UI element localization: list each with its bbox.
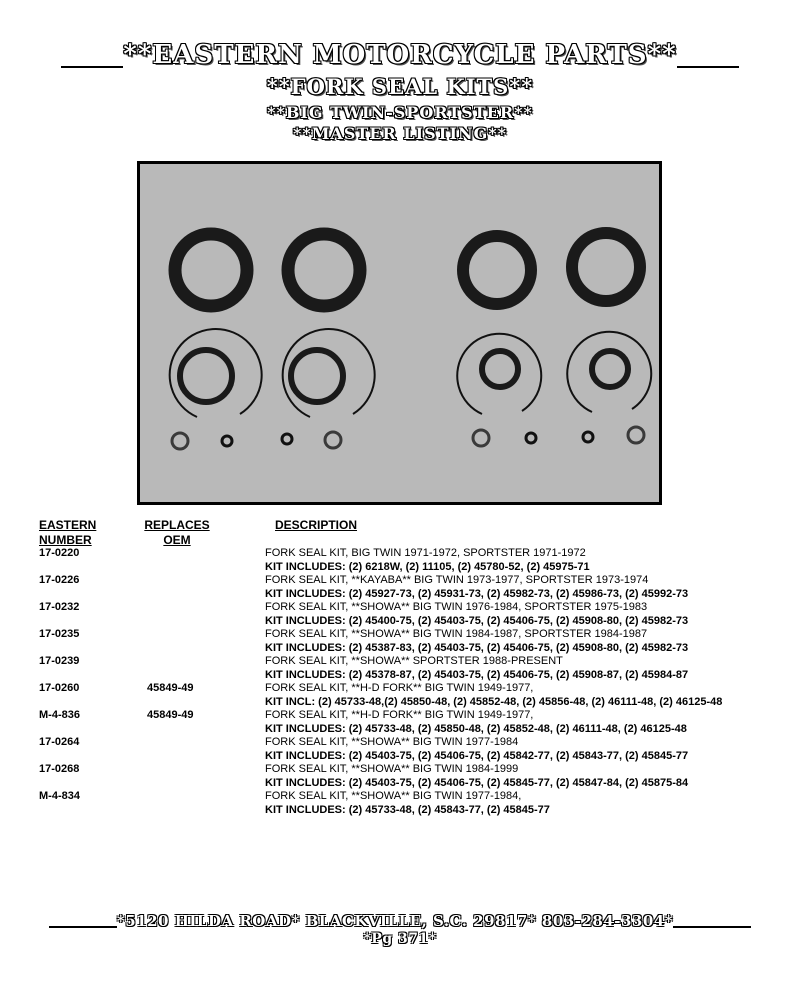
part-row <box>0 655 800 682</box>
large-seal-2 <box>288 234 360 306</box>
kit-contents: KIT INCLUDES: (2) 45387-83, (2) 45403-75, (2) 45406-75, (2) 45908-80, (2) 45982-73 <box>265 641 689 654</box>
kit-contents: KIT INCLUDES: (2) 45403-75, (2) 45406-75, (2) 45845-77, (2) 45847-84, (2) 45875-84 <box>265 776 689 789</box>
part-number: 17-0239 <box>39 655 80 667</box>
part-description: FORK SEAL KIT, **SHOWA** BIG TWIN 1984-1999 <box>265 763 519 775</box>
o-ring-small-6 <box>526 433 536 443</box>
seal-ring-2 <box>291 350 343 402</box>
catalog-title: **FORK SEAL KITS** <box>266 74 534 99</box>
kit-contents: KIT INCLUDES: (2) 45403-75, (2) 45406-75, (2) 45842-77, (2) 45843-77, (2) 45845-77 <box>265 749 689 762</box>
replaces-oem-header <box>141 518 213 548</box>
part-row <box>0 547 800 574</box>
part-row <box>0 736 800 763</box>
part-number: 17-0226 <box>39 574 80 586</box>
retaining-clip-2 <box>283 329 375 417</box>
replaces-header-line2: OEM <box>163 533 191 547</box>
oem-number: 45849-49 <box>147 709 194 721</box>
o-ring-small-4 <box>325 432 341 448</box>
part-row <box>0 601 800 628</box>
title-rule-right <box>677 66 739 68</box>
oem-number: 45849-49 <box>147 682 194 694</box>
page-number: *Pg 371* <box>363 931 437 947</box>
part-number: 17-0232 <box>39 601 80 613</box>
part-number: M-4-834 <box>39 790 80 802</box>
large-seal-3 <box>463 236 531 304</box>
company-title <box>0 40 800 70</box>
o-ring-small-7 <box>583 432 593 442</box>
parts-list <box>0 547 800 817</box>
eastern-number-header <box>39 518 96 548</box>
kit-contents: KIT INCLUDES: (2) 45733-48, (2) 45850-48, (2) 45852-48, (2) 46111-48, (2) 46125-48 <box>265 722 687 735</box>
part-row <box>0 790 800 817</box>
part-description: FORK SEAL KIT, **KAYABA** BIG TWIN 1973-1977, SPORTSTER 1973-1974 <box>265 574 649 586</box>
kit-contents: KIT INCLUDES: (2) 45400-75, (2) 45403-75, (2) 45406-75, (2) 45908-80, (2) 45982-73 <box>265 614 689 627</box>
eastern-header-line1: EASTERN <box>39 518 97 532</box>
product-photo <box>137 161 662 505</box>
part-description: FORK SEAL KIT, BIG TWIN 1971-1972, SPORTSTER 1971-1972 <box>265 547 586 559</box>
part-number: 17-0220 <box>39 547 80 559</box>
eastern-header-line2: NUMBER <box>39 533 92 547</box>
description-header: DESCRIPTION <box>275 518 358 532</box>
fork-seal-kits-illustration <box>140 164 659 502</box>
footer-rule-right <box>673 926 751 928</box>
part-number: 17-0268 <box>39 763 80 775</box>
part-number: 17-0264 <box>39 736 80 748</box>
o-ring-small-5 <box>473 430 489 446</box>
large-seal-4 <box>572 233 640 301</box>
catalog-subtitle: **BIG TWIN-SPORTSTER** <box>267 103 533 122</box>
part-description: FORK SEAL KIT, **SHOWA** BIG TWIN 1984-1987, SPORTSTER 1984-1987 <box>265 628 648 640</box>
kit-contents: KIT INCLUDES: (2) 45378-87, (2) 45403-75, (2) 45406-75, (2) 45908-87, (2) 45984-87 <box>265 668 689 681</box>
part-description: FORK SEAL KIT, **SHOWA** BIG TWIN 1977-1984, <box>265 790 522 802</box>
part-row <box>0 763 800 790</box>
catalog-listing-label: **MASTER LISTING** <box>292 124 508 143</box>
retaining-clip-4 <box>567 332 651 412</box>
kit-contents: KIT INCLUDES: (2) 45927-73, (2) 45931-73, (2) 45982-73, (2) 45986-73, (2) 45992-73 <box>265 587 689 600</box>
part-description: FORK SEAL KIT, **SHOWA** SPORTSTER 1988-PRESENT <box>265 655 563 667</box>
part-number: 17-0235 <box>39 628 80 640</box>
seal-ring-4 <box>592 351 628 387</box>
kit-contents: KIT INCLUDES: (2) 45733-48, (2) 45843-77, (2) 45845-77 <box>265 803 550 816</box>
o-ring-small-3 <box>282 434 292 444</box>
kit-contents: KIT INCL: (2) 45733-48,(2) 45850-48, (2) 45852-48, (2) 45856-48, (2) 46111-48, (2) 46125-48 <box>265 695 723 708</box>
retaining-clip-1 <box>170 329 262 417</box>
seal-ring-3 <box>482 351 518 387</box>
part-row <box>0 709 800 736</box>
part-number: 17-0260 <box>39 682 80 694</box>
kit-contents: KIT INCLUDES: (2) 6218W, (2) 11105, (2) 45780-52, (2) 45975-71 <box>265 560 590 573</box>
part-row <box>0 682 800 709</box>
footer-rule-left <box>49 926 117 928</box>
o-ring-small-2 <box>222 436 232 446</box>
part-description: FORK SEAL KIT, **SHOWA** BIG TWIN 1976-1984, SPORTSTER 1975-1983 <box>265 601 648 613</box>
o-ring-small-1 <box>172 433 188 449</box>
part-row <box>0 574 800 601</box>
footer-address: *5120 HILDA ROAD* BLACKVILLE, S.C. 29817* 803-284-3304* <box>116 912 674 930</box>
footer-address-line <box>0 912 800 930</box>
seal-ring-1 <box>180 350 232 402</box>
company-name: **EASTERN MOTORCYCLE PARTS** <box>123 40 677 70</box>
large-seal-1 <box>175 234 247 306</box>
part-description: FORK SEAL KIT, **SHOWA** BIG TWIN 1977-1984 <box>265 736 519 748</box>
replaces-header-line1: REPLACES <box>144 518 210 532</box>
part-description: FORK SEAL KIT, **H-D FORK** BIG TWIN 1949-1977, <box>265 709 534 721</box>
part-description: FORK SEAL KIT, **H-D FORK** BIG TWIN 1949-1977, <box>265 682 534 694</box>
retaining-clip-3 <box>457 334 541 414</box>
part-number: M-4-836 <box>39 709 80 721</box>
o-ring-small-8 <box>628 427 644 443</box>
part-row <box>0 628 800 655</box>
title-rule-left <box>61 66 123 68</box>
